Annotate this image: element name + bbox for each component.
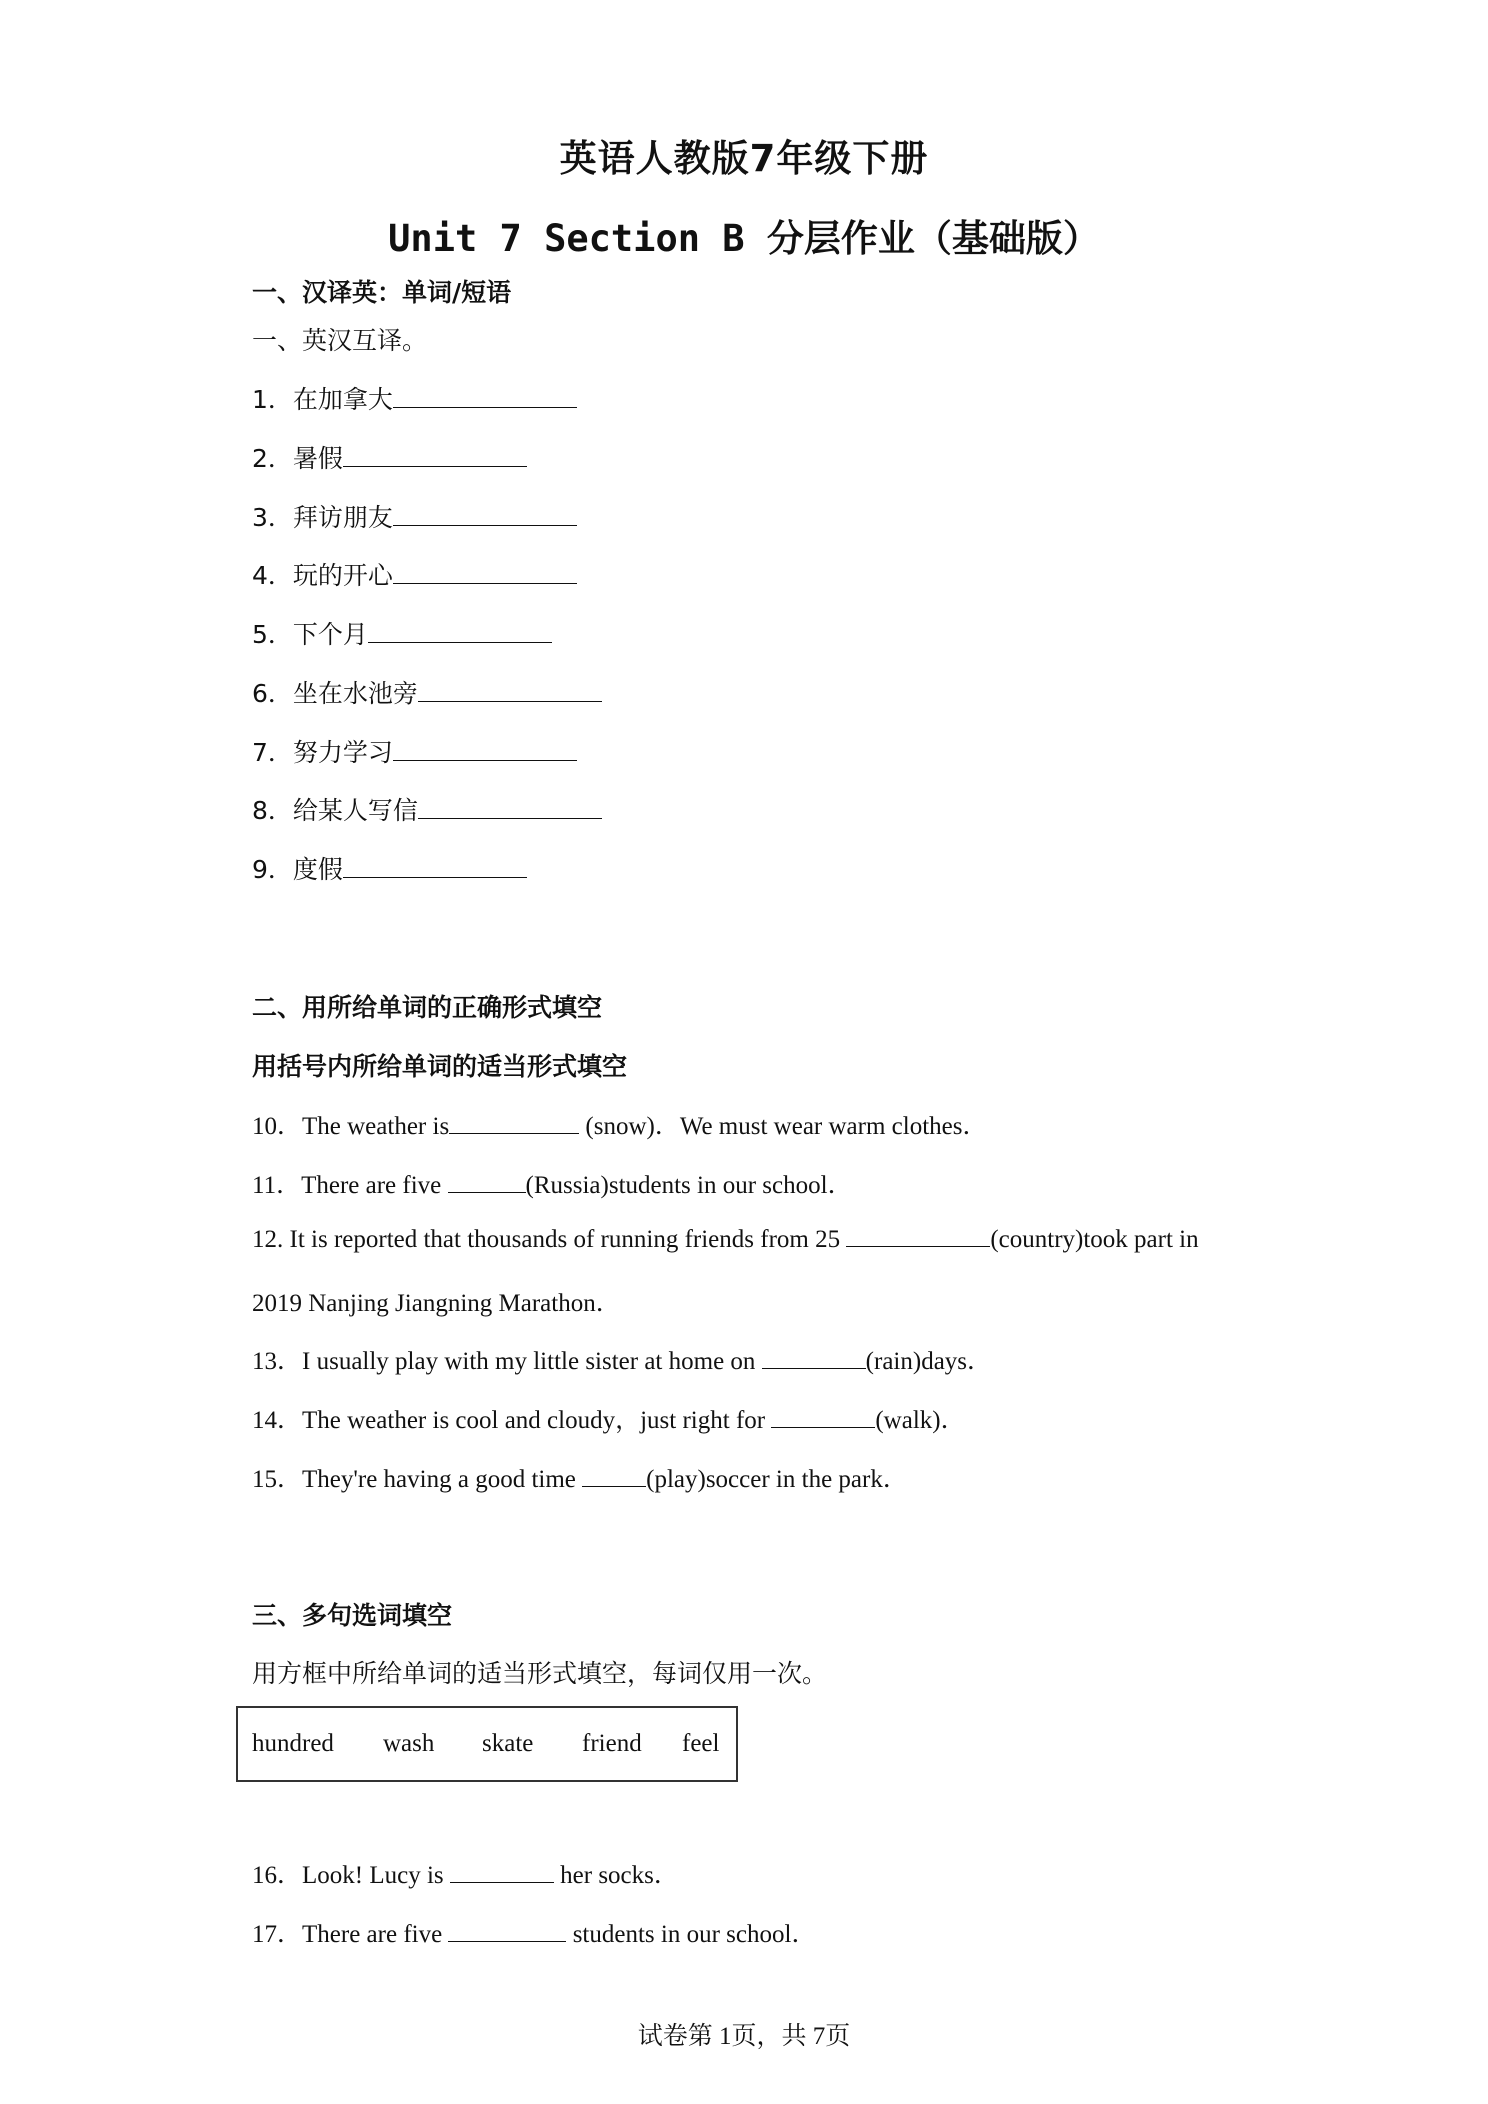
subtitle-cn: 分层作业（基础版） <box>766 217 1100 260</box>
answer-blank-8[interactable] <box>418 796 602 819</box>
word-bank-word: wash <box>383 1730 435 1757</box>
answer-blank-3[interactable] <box>393 503 577 526</box>
answer-blank-11[interactable] <box>448 1170 526 1193</box>
question-13: 13．I usually play with my little sister at home on (rain)days． <box>252 1348 993 1375</box>
question-12: 12. It is reported that thousands of running friends from 25 (country)took part in <box>252 1226 1199 1253</box>
answer-blank-13[interactable] <box>762 1346 866 1369</box>
question-15: 15．They're having a good time (play)soccer in the park． <box>252 1466 908 1493</box>
word-bank-word: hundred <box>252 1730 334 1757</box>
answer-blank-5[interactable] <box>368 620 552 643</box>
page-title: 英语人教版7年级下册 <box>559 137 929 180</box>
question-5: 5．下个月 <box>252 615 552 651</box>
question-8: 8．给某人写信 <box>252 791 602 827</box>
word-bank-word: friend <box>582 1730 642 1757</box>
answer-blank-7[interactable] <box>393 738 577 761</box>
answer-blank-10[interactable] <box>449 1111 579 1134</box>
page-subtitle <box>0 208 1488 262</box>
answer-blank-17[interactable] <box>448 1919 566 1942</box>
section3-heading: 三、多句选词填空 <box>252 1601 453 1630</box>
question-16: 16．Look! Lucy is her socks． <box>252 1862 679 1889</box>
answer-blank-9[interactable] <box>343 855 527 878</box>
question-11: 11．There are five (Russia)students in our school． <box>252 1172 853 1199</box>
question-6: 6．坐在水池旁 <box>252 674 602 710</box>
answer-blank-16[interactable] <box>450 1860 554 1883</box>
question-7: 7．努力学习 <box>252 733 577 769</box>
answer-blank-15[interactable] <box>582 1464 646 1487</box>
question-12-continued: 2019 Nanjing Jiangning Marathon． <box>252 1290 621 1317</box>
answer-blank-6[interactable] <box>418 679 602 702</box>
question-9: 9．度假 <box>252 850 527 886</box>
answer-blank-14[interactable] <box>771 1405 875 1428</box>
question-4: 4．玩的开心 <box>252 556 577 592</box>
answer-blank-12[interactable] <box>846 1224 990 1247</box>
word-bank-box <box>236 1706 738 1782</box>
subtitle-en: Unit 7 Section B <box>388 217 767 260</box>
question-10: 10．The weather is (snow)．We must wear warm clothes． <box>252 1113 988 1140</box>
answer-blank-1[interactable] <box>393 385 577 408</box>
section1-instruction: 一、英汉互译。 <box>252 326 428 355</box>
section3-instruction: 用方框中所给单词的适当形式填空，每词仅用一次。 <box>252 1659 828 1688</box>
question-14: 14．The weather is cool and cloudy，just right for (walk)． <box>252 1407 966 1434</box>
answer-blank-4[interactable] <box>393 561 577 584</box>
question-3: 3．拜访朋友 <box>252 498 577 534</box>
word-bank-word: skate <box>482 1730 534 1757</box>
word-bank-word: feel <box>682 1730 720 1757</box>
section1-heading: 一、汉译英：单词/短语 <box>252 278 512 307</box>
question-17: 17．There are five students in our school． <box>252 1921 817 1948</box>
section2-heading: 二、用所给单词的正确形式填空 <box>252 993 603 1022</box>
question-1: 1．在加拿大 <box>252 380 577 416</box>
answer-blank-2[interactable] <box>343 444 527 467</box>
section2-instruction: 用括号内所给单词的适当形式填空 <box>252 1052 628 1081</box>
page-footer: 试卷第 1页，共 7页 <box>637 2023 851 2050</box>
question-2: 2．暑假 <box>252 439 527 475</box>
